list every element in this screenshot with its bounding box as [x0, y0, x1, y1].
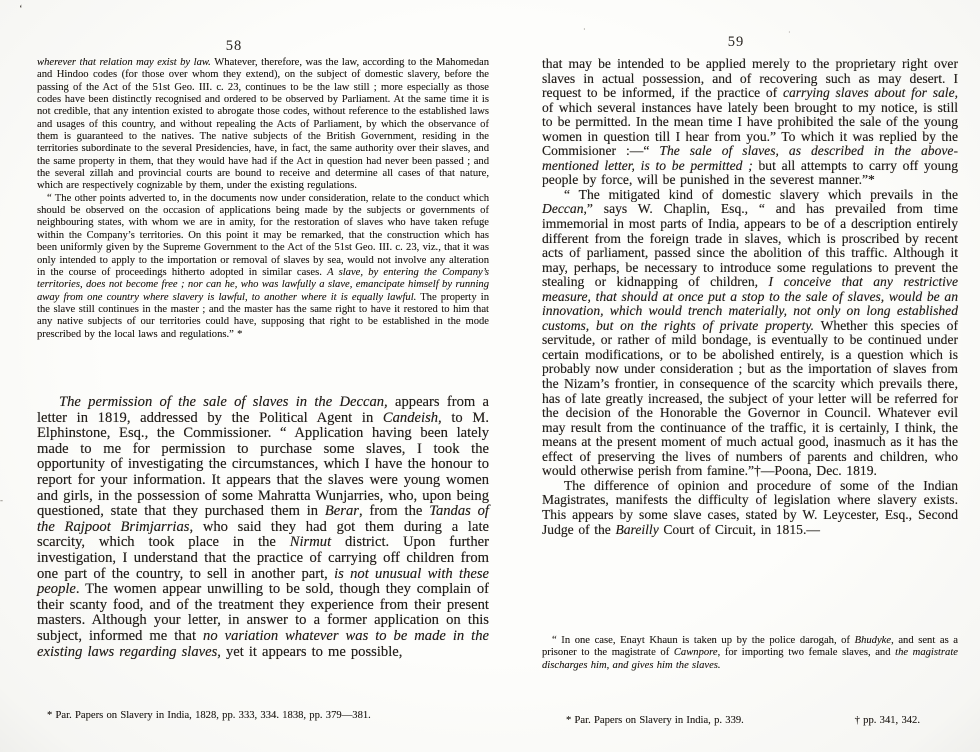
page-number: 58	[225, 38, 243, 54]
small-print-paragraph: “ The other points adverted to, in the documents now under consideration, relate to the conduct which should be observed on the occasion of applications being made by the subjects or governments of neighbouring states, with whom we are in amity, for the restoration of slaves who have taken refuge within the Company’s territories. On this point it may be remarked, that the construction which has been uniformly given by the Supreme Government to the Act of the 51st Geo. III. c. 23, viz., that it was only intended to apply to the importation or removal of slaves by sea, would not involve any alteration in the course of proceedings hitherto adopted in similar cases. A slave, by entering the Company’s territories, does not become free ; nor can he, who was lawfully a slave, emancipate himself by running away from one country where slavery is lawful, to another where it is equally lawful. The property in the slave still continues in the master ; and the master has the same right to have it restored to him that any native subjects of our territories could have, supposing that right to be established in the mode prescribed by the local laws and regulations.” *	[37, 192, 490, 340]
quoted-small-print-block	[542, 635, 958, 672]
footnote-block	[542, 715, 958, 728]
quoted-small-print-block	[37, 57, 489, 341]
body-paragraph: that may be intended to be applied merely to the proprietary right over slaves in actual possession, and of recovering such as may desert. I request to be informed, if the practice of carrying slaves about for sale, of which several instances have lately been brought to my notice, is still to be permitted. In the mean time I have prohibited the sale of the young women in question till I hear from you.” To which it was replied by the Commisioner :—“ The sale of slaves, as described in the above-mentioned letter, is to be permitted ; but all attempts to carry off young people by force, will be punished in the severest manner.”*	[542, 56, 959, 188]
body-text-block	[37, 395, 489, 660]
footnote: † pp. 341, 342.	[854, 715, 920, 726]
body-paragraph: “ The mitigated kind of domestic slavery which prevails in the Deccan,” says W. Chaplin, Esq., “ and has prevailed from time immemorial in most parts of India, appears to be of a description entirely different from the foreign trade in slaves, which is proscribed by recent acts of parliament, passed since the abolition of this traffic. Although it may, perhaps, be necessary to introduce some regulations to prevent the stealing or kidnapping of children, I conceive that any restrictive measure, that should at once put a stop to the sale of slaves, would be an innovation, which would trench materially, not only on long established customs, but on the rights of private property. Whether this species of servitude, or rather of mild bondage, is eventually to be continued under certain modifications, or to be abolished entirely, is a question which is probably now under consideration ; but as the importation of slaves from the Nizam’s frontier, in consequence of the scarcity which prevails there, has of late greatly increased, the subject of your letter will be referred for the decision of the Honorable the Governor in Council. Whatever evil may result from the continuance of the traffic, it is certainly, I think, the means at the present moment of much actual good, inasmuch as it has the effect of preserving the lives of numbers of parents and children, who would otherwise perish from famine.”†—Poona, Dec. 1819.	[542, 186, 958, 479]
scan-speck: ·	[583, 25, 586, 34]
body-paragraph: The difference of opinion and procedure of some of the Indian Magistrates, manifests the difficulty of legislation where slavery exists. This appears by some slave cases, stated by W. Leycester, Esq., Second Judge of the Bareilly Court of Circuit, in 1815.—	[542, 477, 958, 537]
footnote: * Par. Papers on Slavery in India, p. 339.	[566, 715, 744, 726]
scan-speck: ‘	[19, 3, 23, 15]
body-text-block	[542, 57, 958, 537]
scan-speck: -	[0, 495, 3, 505]
footnote-block	[37, 710, 489, 723]
body-paragraph: The permission of the sale of slaves in the Deccan, appears from a letter in 1819, addressed by the Political Agent in Candeish, to M. Elphinstone, Esq., the Commissioner. “ Application having been lately made to me for permission to purchase some slaves, I took the opportunity of investigating the circumstances, which I have the honour to report for your information. It appears that the slaves were young women and girls, in the possession of some Mahratta Wunjarries, who, upon being questioned, state that they purchased them in Berar, from the Tandas of the Rajpoot Brimjarrias, who said they had got them during a late scarcity, which took place in the Nirmut district. Upon further investigation, I understand that the practice of carrying off children from one part of the country, to sell in another part, is not unusual with these people. The women appear unwilling to be sold, though they complain of their scanty food, and of the treatment they experience from their present masters. Although your letter, in answer to a former application on this subject, informed me that no variation whatever was to be made in the existing laws regarding slaves, yet it appears to me possible,	[37, 394, 489, 660]
page-number: 59	[727, 34, 745, 50]
small-print-paragraph: wherever that relation may exist by law. Whatever, therefore, was the law, according to the Mahomedan and Hindoo codes (for those over whom they extend), on the subject of domestic slavery, before the passing of the Act of the 51st Geo. III. c. 23, continues to be the law still ; more especially as those codes have been distinctly recognised and ordered to be observed by Parliament. At the same time it is not credible, that any intention existed to abrogate those codes, without reference to the established laws and usages of this country, and without repealing the Acts of Parliament, by which the observance of them is guaranteed to the natives. The native subjects of the British Government, residing in the territories subordinate to the several Presidencies, have, in fact, the same authority over their slaves, and the same property in them, that they would have had if the Act in question had never been passed ; and the several zillah and provincial courts are bound to receive and determine all cases of that nature, which are respectively cognizable by them, under the existing regulations.	[37, 57, 489, 192]
small-print-paragraph: “ In one case, Enayt Khaun is taken up by the police darogah, of Bhudyke, and sent as a prisoner to the magistrate of Cawnpore, for importing two female slaves, and the magistrate discharges him, and gives him the slaves.	[542, 635, 958, 671]
scan-speck: ·	[788, 28, 791, 37]
footnote: * Par. Papers on Slavery in India, 1828, pp. 333, 334. 1838, pp. 379—381.	[47, 710, 371, 721]
